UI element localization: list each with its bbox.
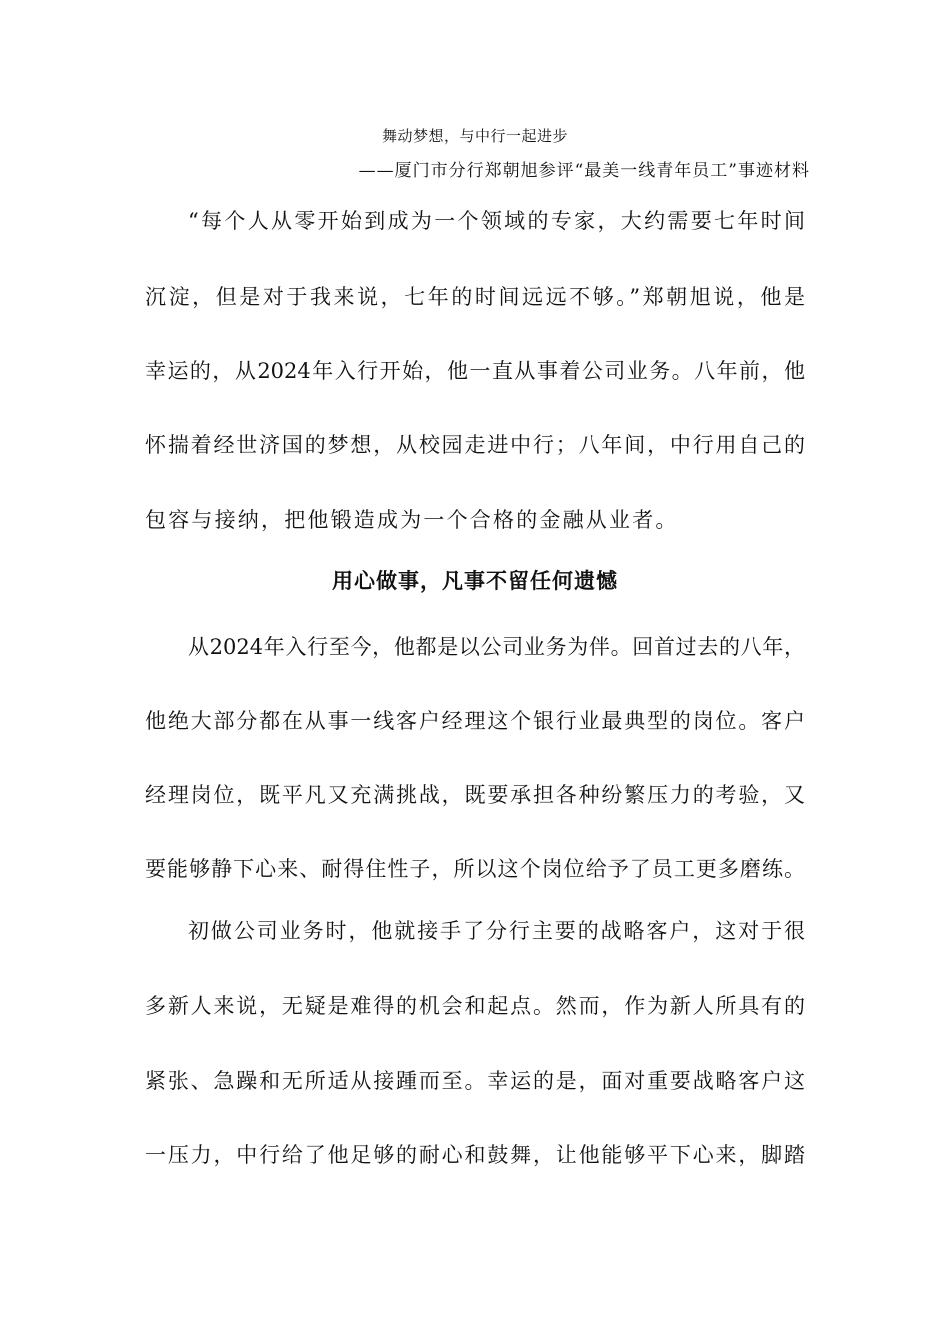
paragraph-line: 包容与接纳，把他锻造成为一个合格的金融从业者。 <box>145 508 679 532</box>
document-title: 舞动梦想，与中行一起进步 <box>381 127 568 145</box>
paragraph-line: 怀揣着经世济国的梦想，从校园走进中行；八年间，中行用自己的 <box>145 433 805 457</box>
paragraph-line: 沉淀，但是对于我来说，七年的时间远远不够。”郑朝旭说，他是 <box>145 285 805 309</box>
paragraph-line: 初做公司业务时，他就接手了分行主要的战略客户，这对于很 <box>188 919 805 943</box>
paragraph-line: “每个人从零开始到成为一个领域的专家，大约需要七年时间 <box>188 209 805 233</box>
section-heading: 用心做事，凡事不留任何遗憾 <box>332 568 618 593</box>
paragraph-line: 要能够静下心来、耐得住性子，所以这个岗位给予了员工更多磨练。 <box>145 857 805 881</box>
paragraph-line: 幸运的，从2024年入行开始，他一直从事着公司业务。八年前，他 <box>145 359 805 383</box>
paragraph-line: 经理岗位，既平凡又充满挑战，既要承担各种纷繁压力的考验，又 <box>145 783 805 807</box>
paragraph-line: 多新人来说，无疑是难得的机会和起点。然而，作为新人所具有的 <box>145 994 805 1018</box>
paragraph-line: 紧张、急躁和无所适从接踵而至。幸运的是，面对重要战略客户这 <box>145 1069 805 1093</box>
document-subtitle: ——厦门市分行郑朝旭参评“最美一线青年员工”事迹材料 <box>358 161 810 181</box>
paragraph-line: 从2024年入行至今，他都是以公司业务为伴。回首过去的八年， <box>188 635 805 659</box>
paragraph-line: 一压力，中行给了他足够的耐心和鼓舞，让他能够平下心来，脚踏 <box>145 1143 805 1167</box>
paragraph-line: 他绝大部分都在从事一线客户经理这个银行业最典型的岗位。客户 <box>145 709 805 733</box>
